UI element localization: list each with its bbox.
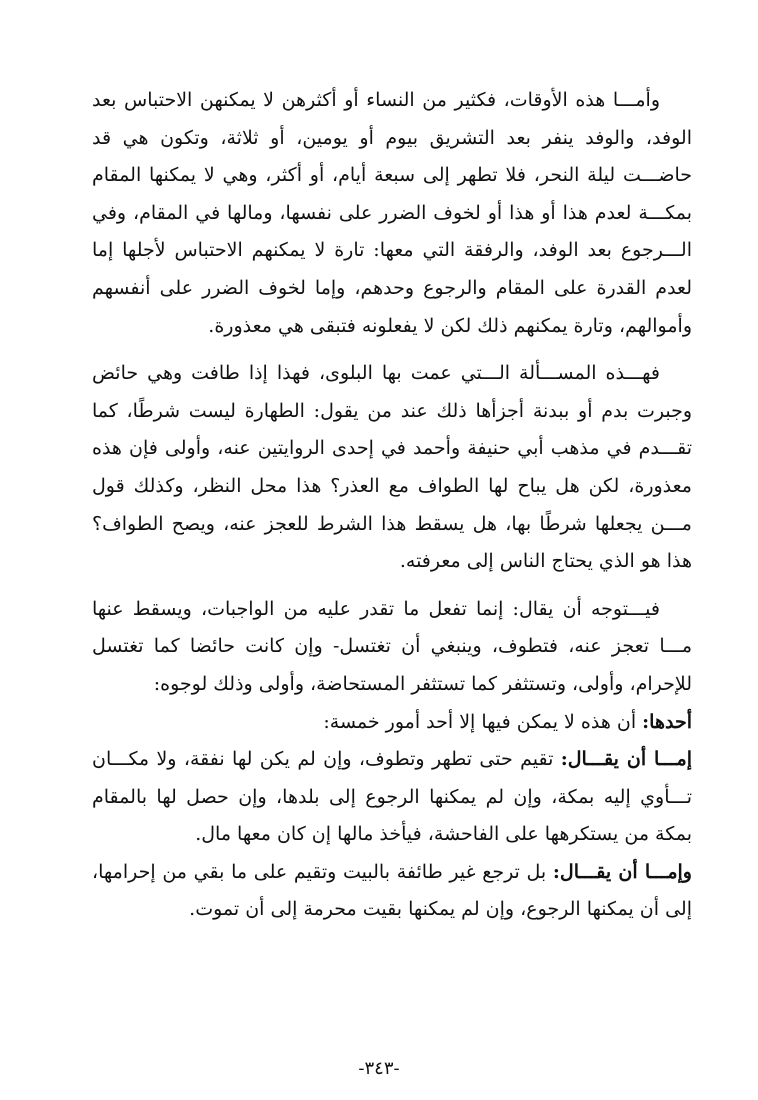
paragraph-2 [92,355,692,581]
paragraph-6 [92,854,692,929]
paragraph-1 [92,82,692,345]
paragraph-5 [92,741,692,854]
paragraph-3 [92,591,692,704]
paragraph-4 [92,704,692,742]
paragraph-2-text: فهـــذه المســـألة الـــتي عمت بها البلوى، فهذا إذا طافت وهي حائض وجبرت بدم أو ببدنة أجزأها ذلك عند من يقول: الطهارة ليست شرطًا، كما تقـــدم في مذهب أبي حنيفة وأحمد في إحدى الروايتين عنه، وأولى فإن هذه معذورة، لكن هل يباح لها الطواف مع العذر؟ هذا محل النظر، وكذلك قول مـــن يجعلها شرطًا بها، هل يسقط هذا الشرط للعجز عنه، ويصح الطواف؟ هذا هو الذي يحتاج الناس إلى معرفته. [92,362,692,573]
paragraph-1-text: وأمـــا هذه الأوقات، فكثير من النساء أو أكثرهن لا يمكنهن الاحتباس بعد الوفد، والوفد ينفر بعد التشريق بيوم أو يومين، أو ثلاثة، وتكون هي قد حاضـــت ليلة النحر، فلا تطهر إلى سبعة أيام، أو أكثر، وهي لا يمكنها المقام بمكـــة لعدم هذا أو هذا أو لخوف الضرر على نفسها، ومالها في المقام، وفي الـــرجوع بعد الوفد، والرفقة التي معها: تارة لا يمكنهم الاحتباس لأجلها إما لعدم القدرة على المقام والرجوع وحدهم، وإما لخوف الضرر على أنفسهم وأموالهم، وتارة يمكنهم ذلك لكن لا يفعلونه فتبقى هي معذورة. [92,89,692,337]
paragraph-3-text: فيـــتوجه أن يقال: إنما تفعل ما تقدر عليه من الواجبات، ويسقط عنها مـــا تعجز عنه، فتطوف، وينبغي أن تغتسل- وإن كانت حائضا كما تغتسل للإحرام، وأولى، وتستثفر كما تستثفر المستحاضة، وأولى وذلك لوجوه: [92,597,692,695]
paragraph-4-text: أن هذه لا يمكن فيها إلا أحد أمور خمسة: [323,710,643,733]
paragraph-6-heading: وإمـــا أن يقـــال: [552,860,692,883]
paragraph-5-text: تقيم حتى تطهر وتطوف، وإن لم يكن لها نفقة، ولا مكـــان تـــأوي إليه بمكة، وإن لم يمكنها الرجوع إلى بلدها، وإن حصل لها بالمقام بمكة من يستكرهها على الفاحشة، فيأخذ مالها إن كان معها مال. [92,748,692,846]
page-body-text [92,82,692,929]
paragraph-4-heading: أحدها: [642,710,692,733]
paragraph-5-heading: إمـــا أن يقـــال: [560,748,692,771]
page-number: -٣٤٣- [358,1058,400,1079]
paragraph-6-text: بل ترجع غير طائفة بالبيت وتقيم على ما بقي من إحرامها، إلى أن يمكنها الرجوع، وإن لم يمكنها بقيت محرمة إلى أن تموت. [92,860,692,921]
